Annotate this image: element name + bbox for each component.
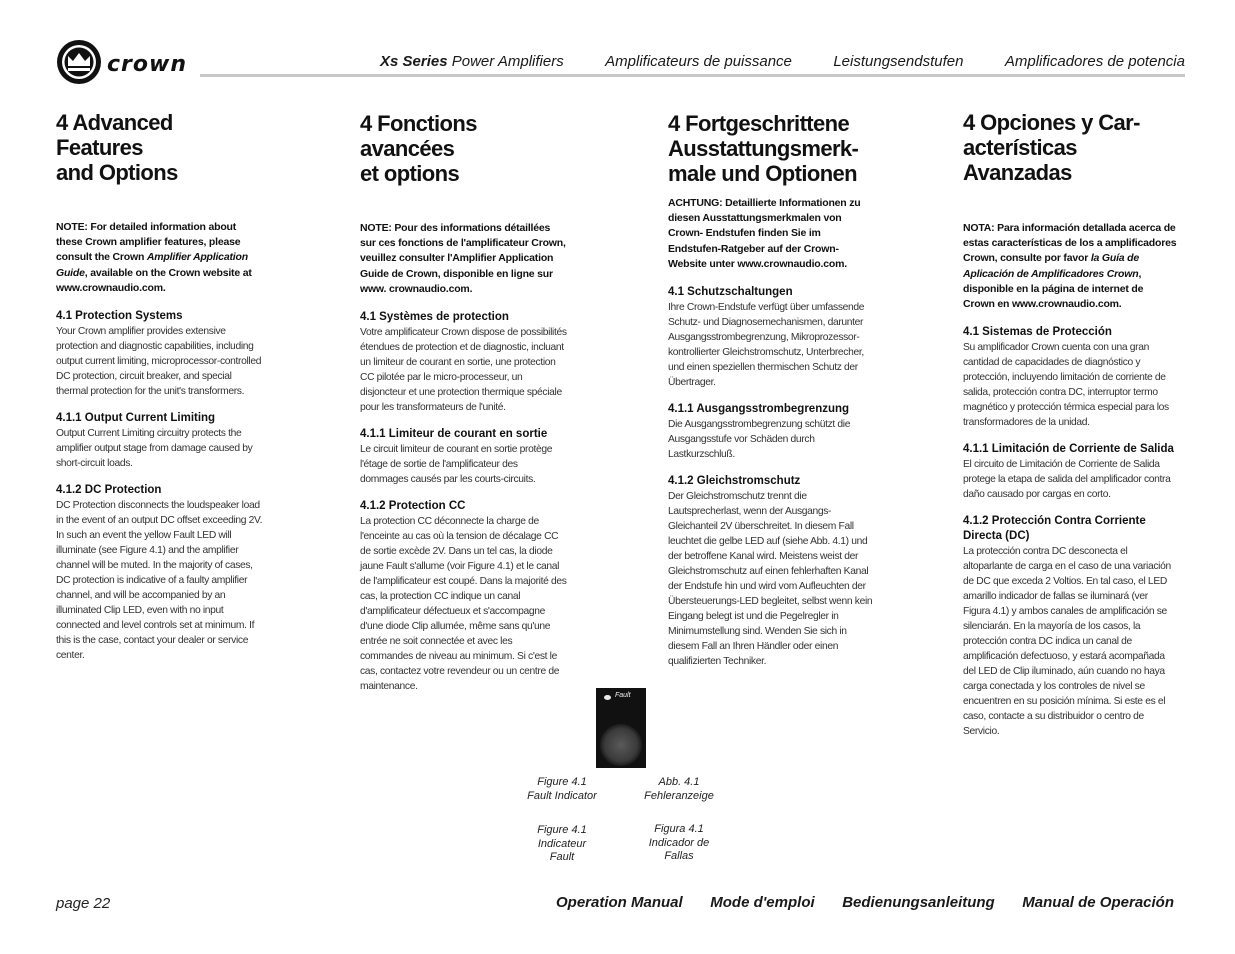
subsection-title: 4.1 Schutzschaltungen — [668, 286, 793, 299]
subsection-title: 4.1 Systèmes de protection — [360, 311, 509, 324]
body-paragraph: Su amplificador Crown cuenta con una gran cantidad de capacidades de diagnóstico y protección, incluyendo limitación de corriente de salida, protección contra DC, interruptor termo magnético y protección térmica especial para los transformadores de la unidad. — [963, 342, 1169, 429]
section-heading: 4 Fonctions avancées et options — [360, 111, 477, 186]
body-paragraph: DC Protection disconnects the loudspeaker load in the event of an output DC offset exceeding 2V. In such an event the yellow Fault LED will illuminate (see Figure 4.1) and the amplifier channel will be muted. In the majority of cases, DC protection is indicative of a faulty amplifier channel, and will be accompanied by an illuminated Clip LED, even with no input connected and level controls set at minimum. If this is the case, contact your dealer or service center. — [56, 500, 263, 662]
body-paragraph: Votre amplificateur Crown dispose de possibilités étendues de protection et de diagnostic, incluant un limiteur de courant en sortie, une protection CC pilotée par le micro-processeur, un disjoncteur et une protection thermique spéciale pour les transformateurs de l'unité. — [360, 327, 567, 414]
level-knob-icon — [600, 724, 642, 766]
header-es-title: Amplificadores de potencia — [1004, 53, 1185, 70]
subsection-title: 4.1 Sistemas de Protección — [963, 326, 1112, 339]
footer-de: Bedienungsanleitung — [842, 894, 995, 911]
crown-wordmark: crown — [107, 52, 187, 77]
body-paragraph: Output Current Limiting circuitry protects the amplifier output stage from damage caused by short-circuit loads. — [56, 428, 253, 470]
footer-es: Manual de Operación — [1022, 894, 1174, 911]
fault-led-icon — [604, 695, 611, 700]
header-fr-title: Amplificateurs de puissance — [605, 53, 792, 70]
page-number: page 22 — [56, 895, 111, 912]
body-paragraph: La protection CC déconnecte la charge de l'enceinte au cas où la tension de décalage CC de sortie excède 2V. Dans un tel cas, la diode jaune Fault s'allume (voir Figure 4.1) et le canal de l'amplificateur est coupé. Dans la majorité des cas, la protection CC indique un canal d'amplificateur défectueux et s'accompagne d'une diode Clip allumée, même sans qu'une entrée ne soit connectée et avec les commandes de niveau au minimum. Si c'est le cas, contactez votre revendeur ou un centre de maintenance. — [360, 516, 567, 693]
subsection-title: 4.1.1 Limiteur de courant en sortie — [360, 428, 548, 441]
section-heading: 4 Opciones y Car- acterísticas Avanzadas — [963, 110, 1140, 185]
crown-logo — [55, 38, 205, 86]
column-french — [360, 111, 567, 694]
column-german — [668, 111, 875, 669]
body-paragraph: El circuito de Limitación de Corriente de Salida protege la etapa de salida del amplificador contra daño causado por cargas en corto. — [963, 459, 1171, 501]
header-series — [380, 53, 564, 73]
subsection-title: 4.1.2 Protección Contra Corriente Directa (DC) — [963, 515, 1146, 543]
note-paragraph: NOTA: Para información detallada acerca de estas características de los a amplificadores Crown, consulte por favor la Guía de Aplicación de Amplificadores Crown, disponible en la página de internet de Crown en www.crownaudio.com. — [963, 222, 1177, 311]
header-series-rest: Power Amplifiers — [451, 53, 564, 70]
body-paragraph: Your Crown amplifier provides extensive protection and diagnostic capabilities, including output current limiting, microprocessor-controlled DC protection, circuit breaker, and special thermal protection for the unit's transformers. — [56, 326, 262, 398]
figure-caption-de: Abb. 4.1 Fehleranzeige — [644, 776, 714, 802]
subsection-title: 4.1.2 Gleichstromschutz — [668, 475, 801, 488]
header-series-bold: Xs Series — [380, 53, 448, 70]
subsection-title: 4.1.2 DC Protection — [56, 484, 162, 497]
figure-caption-fr: Figure 4.1 Indicateur Fault — [537, 824, 587, 863]
column-spanish — [963, 110, 1177, 739]
fault-label: Fault — [615, 692, 631, 699]
header-titles — [380, 53, 1185, 73]
footer-en: Operation Manual — [556, 894, 683, 911]
footer-fr: Mode d'emploi — [710, 894, 815, 911]
note-paragraph: NOTE: Pour des informations détaillées sur ces fonctions de l'amplificateur Crown, veuillez consulter l'Amplifier Application Guide de Crown, disponible en ligne sur www. crownaudio.com. — [360, 222, 566, 295]
subsection-title: 4.1 Protection Systems — [56, 310, 183, 323]
column-english — [56, 110, 263, 663]
footer-titles — [556, 894, 1174, 911]
section-heading: 4 Fortgeschrittene Ausstattungsmerk- male und Optionen — [668, 111, 859, 186]
note-paragraph: ACHTUNG: Detaillierte Informationen zu diesen Ausstattungsmerkmalen von Crown- Endstufen finden Sie im Endstufen-Ratgeber auf der Crown-Website unter www.crownaudio.com. — [668, 197, 861, 270]
body-paragraph: Le circuit limiteur de courant en sortie protège l'étage de sortie de l'amplificateur des dommages causés par les courts-circuits. — [360, 444, 553, 486]
fault-indicator-figure — [596, 688, 646, 768]
note-paragraph: NOTE: For detailed information about these Crown amplifier features, please consult the Crown Amplifier Application Guide, available on the Crown website at www.crownaudio.com. — [56, 221, 252, 294]
body-paragraph: Ihre Crown-Endstufe verfügt über umfassende Schutz- und Diagnosemechanismen, darunter Ausgangsstrombegrenzung, Mikroprozessor-kontrollierter Gleichstromschutz, Unterbrecher, und einen speziellen thermischen Schutz der Übertrager. — [668, 302, 865, 389]
body-paragraph: La protección contra DC desconecta el altoparlante de carga en el caso de una variación de DC que exceda 2 Voltios. En tal caso, el LED amarillo indicador de fallas se iluminará (ver Figura 4.1) y ambos canales de amplificación se silenciarán. En la mayoría de los casos, la protección contra DC indica un canal de amplificación defectuoso, y estará acompañada del LED de Clip iluminado, aún cuando no haya carga conectada y los controles de nivel se encuentren en su posición mínima. Si este es el caso, contacte a su distribuidor o centro de Servicio. — [963, 546, 1171, 738]
header-de-title: Leistungsendstufen — [833, 53, 964, 70]
subsection-title: 4.1.1 Ausgangsstrombegrenzung — [668, 403, 850, 416]
subsection-title: 4.1.2 Protection CC — [360, 500, 466, 513]
body-paragraph: Der Gleichstromschutz trennt die Lautsprecherlast, wenn der Ausgangs-Gleichanteil 2V überschreitet. In diesem Fall leuchtet die gelbe LED auf (siehe Abb. 4.1) und der betroffene Kanal wird. Meistens weist der Gleichstromschutz auf einen fehlerhaften Kanal der Endstufe hin und wird vom Aufleuchten der Übersteuerungs-LED begleitet, selbst wenn kein Eingang belegt ist und die Pegelregler in Minimumstellung sind. Wenden Sie sich in diesem Fall an Ihren Händler oder einen qualifizierten Techniker. — [668, 491, 873, 668]
section-heading: 4 Advanced Features and Options — [56, 110, 178, 185]
subsection-title: 4.1.1 Output Current Limiting — [56, 412, 216, 425]
body-paragraph: Die Ausgangsstrombegrenzung schützt die Ausgangsstufe vor Schäden durch Lastkurzschluß. — [668, 419, 851, 461]
figure-caption-en: Figure 4.1 Fault Indicator — [527, 776, 597, 802]
header-rule — [200, 74, 1185, 77]
subsection-title: 4.1.1 Limitación de Corriente de Salida — [963, 443, 1174, 456]
figure-caption-es: Figura 4.1 Indicador de Fallas — [648, 823, 710, 862]
